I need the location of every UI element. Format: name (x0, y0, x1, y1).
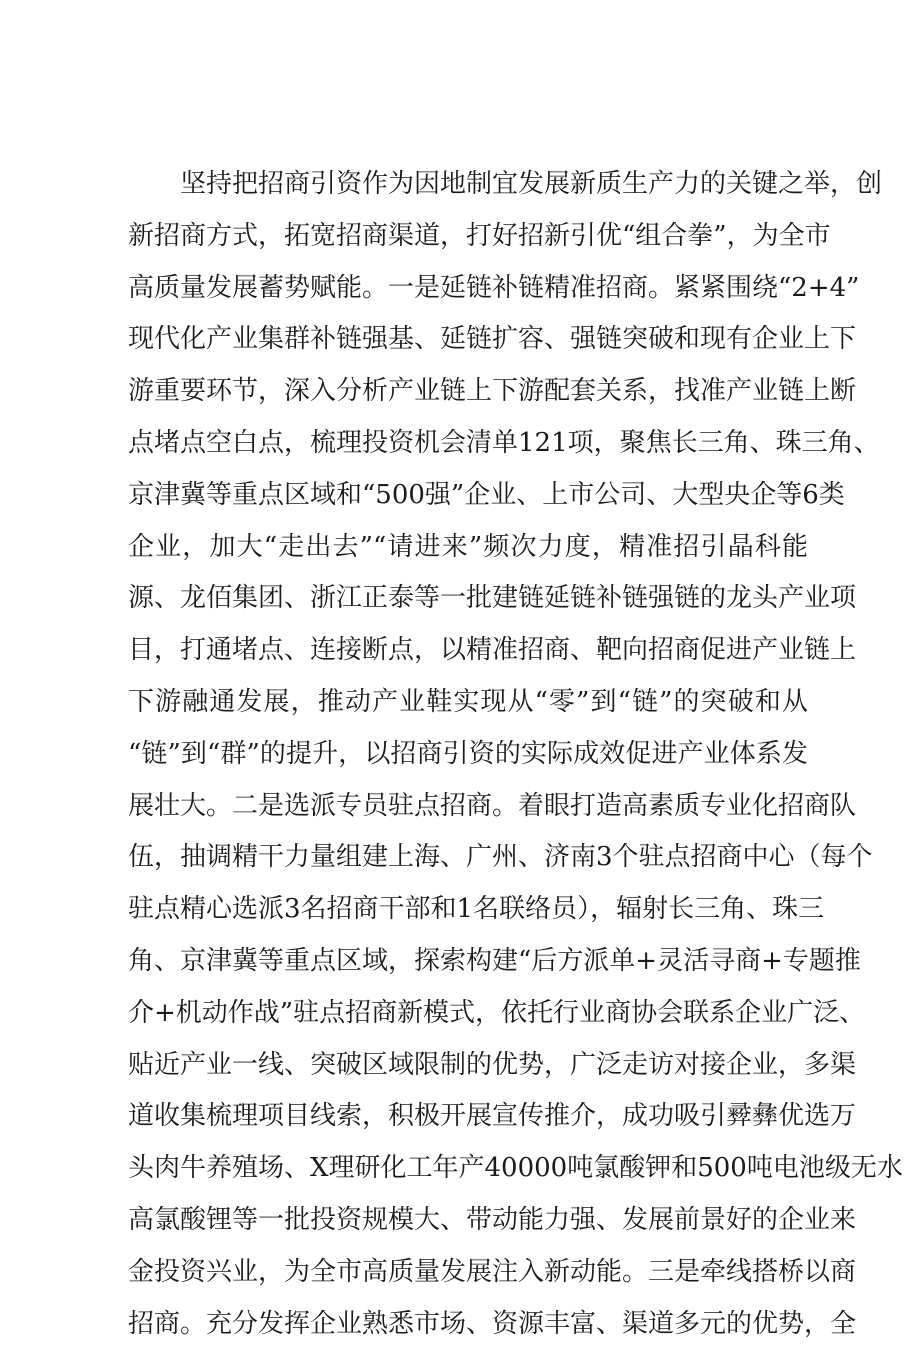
text-line: 道收集梳理项目线索，积极开展宣传推介，成功吸引彛彝优选万 (128, 1101, 857, 1132)
text-line: 现代化产业集群补链强基、延链扩容、强链突破和现有企业上下 (128, 324, 857, 355)
text-line: 高质量发展蓄势赋能。一是延链补链精准招商。紧紧围绕“2+4” (128, 272, 860, 303)
text-line: 企业，加大“走出去”“请进来”频次力度，精准招引晶科能 (128, 531, 808, 562)
text-line: 京津冀等重点区域和“500强”企业、上市公司、大型央企等6类 (128, 479, 845, 510)
text-line: 源、龙佰集团、浙江正泰等一批建链延链补链强链的龙头产业项 (128, 583, 857, 614)
body-paragraph (128, 159, 903, 1350)
text-line: 招商。充分发挥企业熟悉市场、资源丰富、渠道多元的优势，全 (128, 1308, 857, 1339)
text-line: 点堵点空白点，梳理投资机会清单121项，聚焦长三角、珠三角、 (128, 427, 880, 458)
text-line: 目，打通堵点、连接断点，以精准招商、靶向招商促进产业链上 (128, 635, 857, 666)
text-line: 贴近产业一线、突破区域限制的优势，广泛走访对接企业，多渠 (128, 1049, 857, 1080)
text-line: 角、京津冀等重点区域，探索构建“后方派单+灵活寻商+专题推 (128, 945, 861, 976)
text-line: 伍，抽调精干力量组建上海、广州、济南3个驻点招商中心（每个 (128, 842, 873, 873)
text-line: 驻点精心选派3名招商干部和1名联络员），辐射长三角、珠三 (128, 894, 825, 925)
text-line: 金投资兴业，为全市高质量发展注入新动能。三是牵线搭桥以商 (128, 1256, 857, 1287)
text-line: 展壮大。二是选派专员驻点招商。着眼打造高素质专业化招商队 (128, 790, 857, 821)
text-line: 介+机动作战”驻点招商新模式，依托行业商协会联系企业广泛、 (128, 997, 866, 1028)
text-line: 头肉牛养殖场、X理研化工年产40000吨氯酸钾和500吨电池级无水 (128, 1153, 903, 1184)
text-line: 新招商方式，拓宽招商渠道，打好招新引优“组合拳”，为全市 (128, 220, 831, 251)
text-line: 坚持把招商引资作为因地制宜发展新质生产力的关键之举，创 (180, 169, 883, 199)
text-line: 高氯酸锂等一批投资规模大、带动能力强、发展前景好的企业来 (128, 1204, 857, 1235)
text-line: 游重要环节，深入分析产业链上下游配套关系，找准产业链上断 (128, 376, 857, 407)
text-line: “链”到“群”的提升，以招商引资的实际成效促进产业体系发 (128, 738, 808, 769)
text-line: 下游融通发展，推动产业鞋实现从“零”到“链”的突破和从 (128, 686, 808, 717)
